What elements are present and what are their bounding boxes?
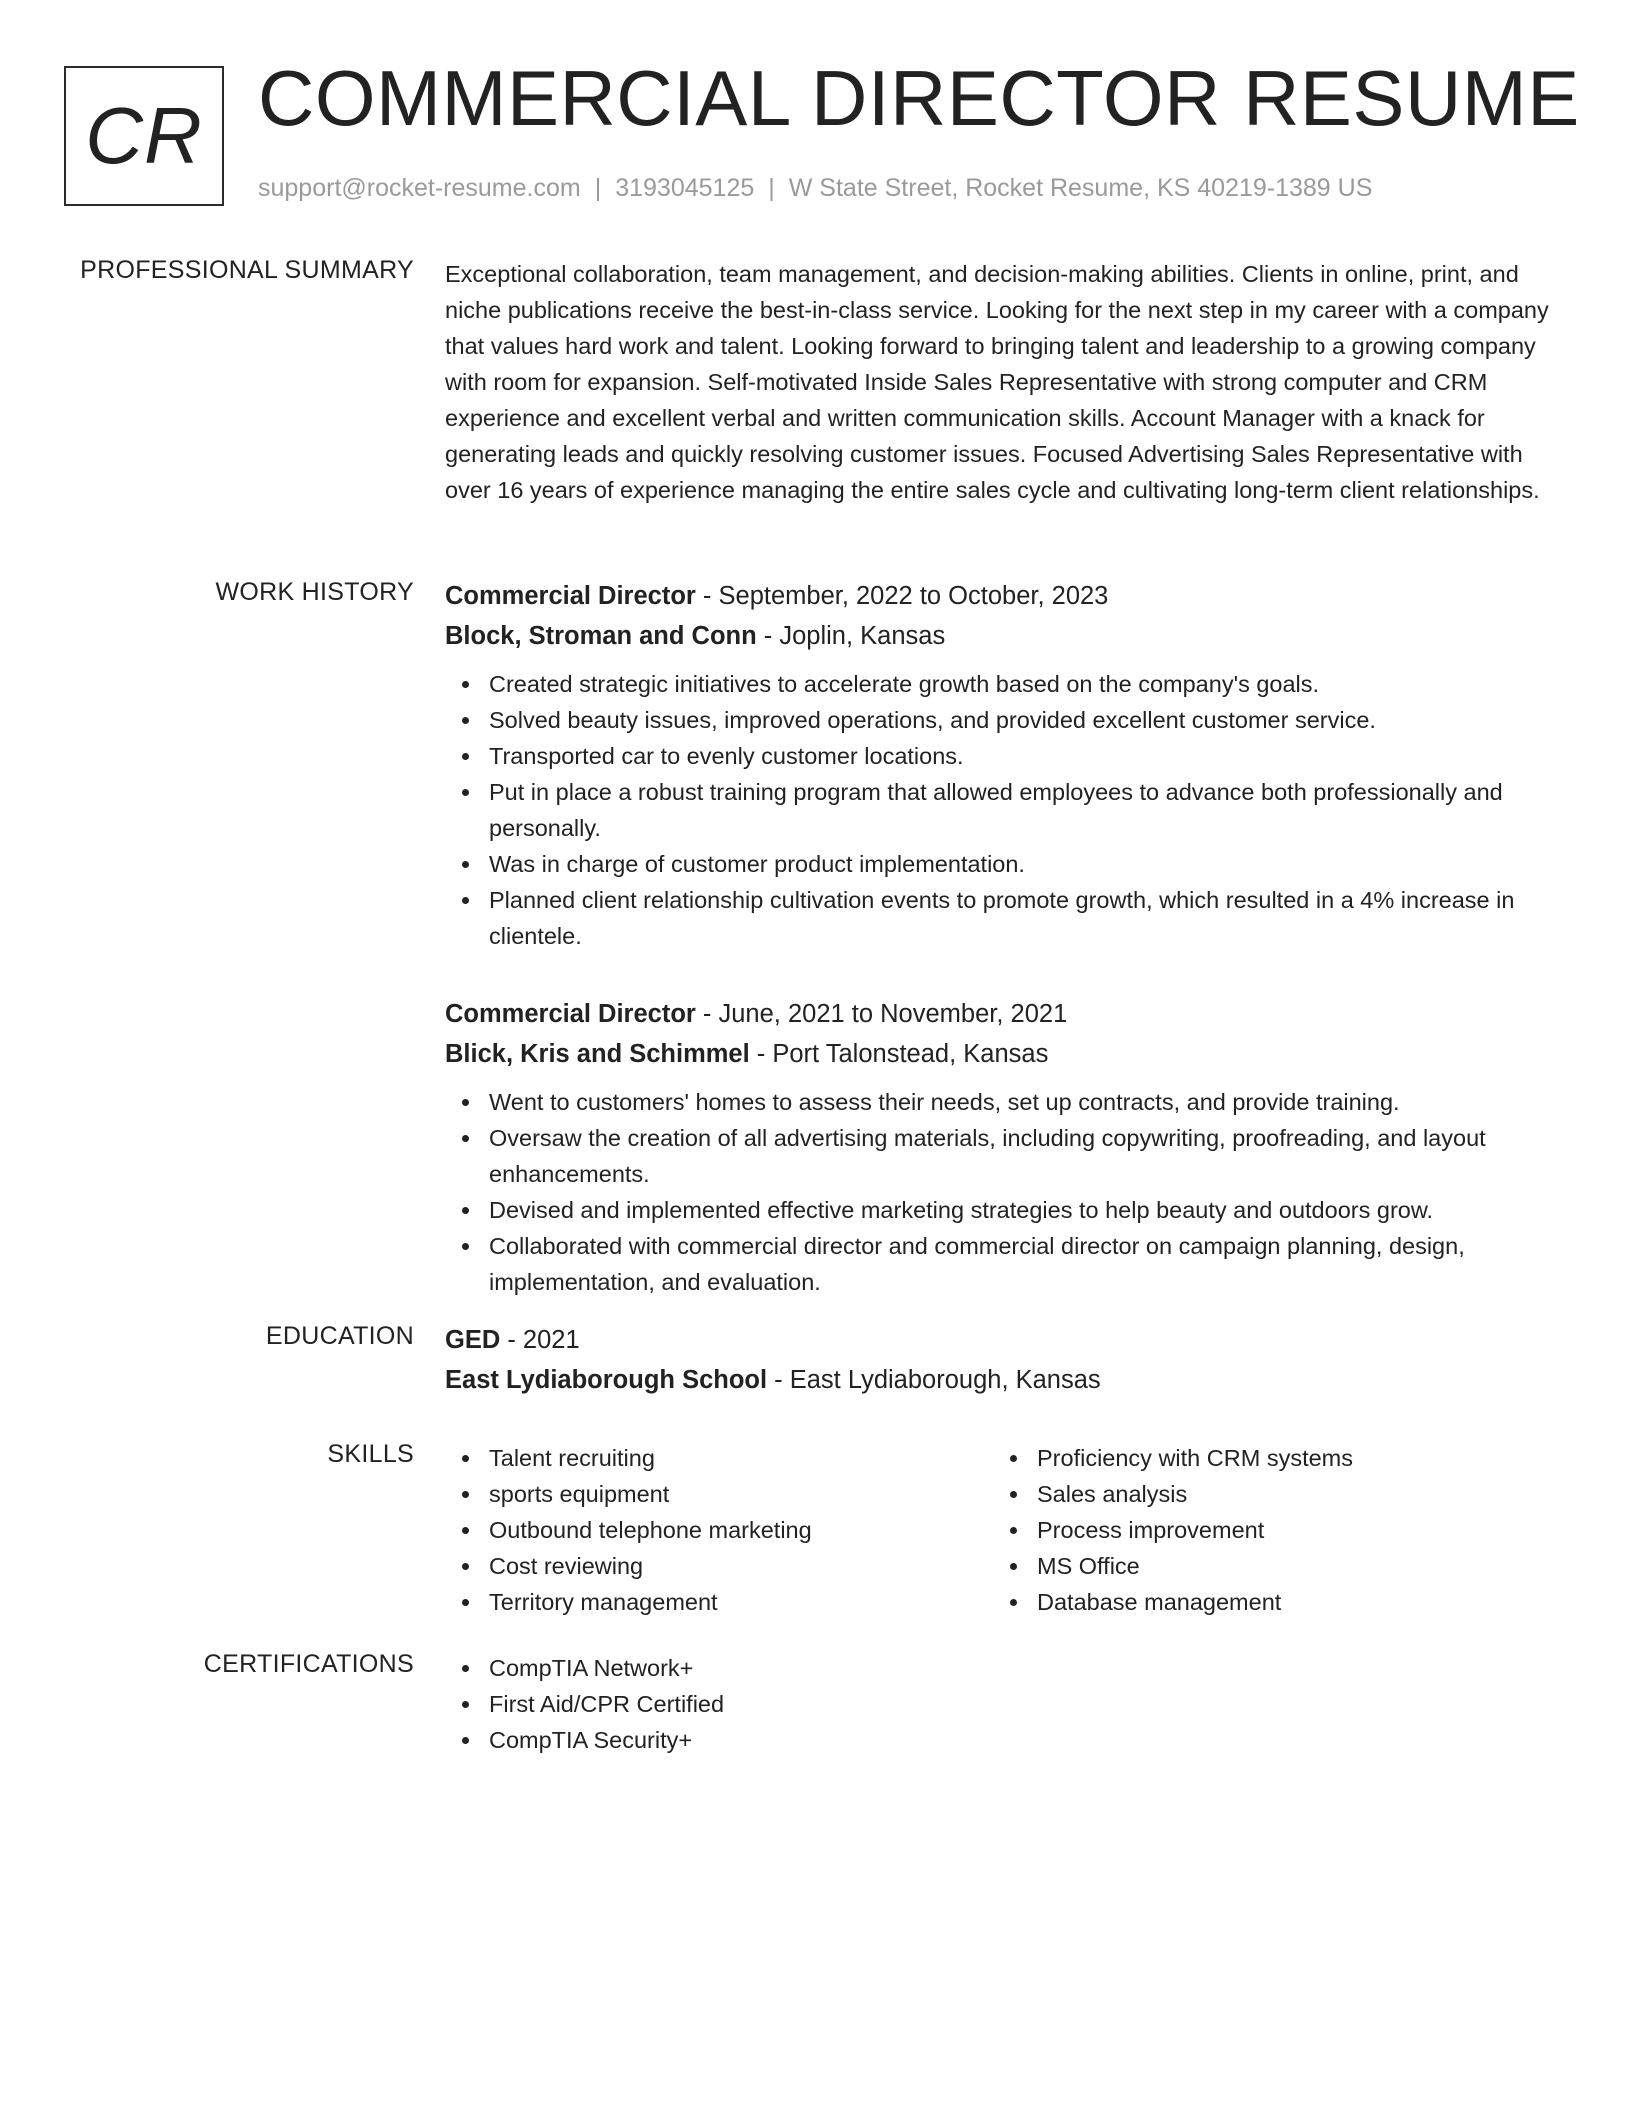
certification-item: CompTIA Security+: [489, 1722, 1565, 1758]
contact-separator: |: [594, 174, 602, 202]
skill-item: Proficiency with CRM systems: [1037, 1440, 1541, 1476]
education-school-line: [445, 1360, 1565, 1400]
education-school: East Lydiaborough School: [445, 1366, 768, 1394]
job-bullet: Devised and implemented effective marketing strategies to help beauty and outdoors grow.: [489, 1192, 1565, 1228]
education-body: [445, 1320, 1565, 1400]
summary-label: PROFESSIONAL SUMMARY: [80, 256, 414, 284]
job-bullets: [445, 666, 1565, 954]
education-year: - 2021: [500, 1326, 580, 1354]
job-title: Commercial Director: [445, 1000, 696, 1028]
job-bullet: Went to customers' homes to assess their needs, set up contracts, and provide training.: [489, 1084, 1565, 1120]
skill-item: Talent recruiting: [489, 1440, 993, 1476]
job-company-line: [445, 616, 1565, 656]
skills-column-left: [445, 1440, 993, 1620]
skills-label: SKILLS: [327, 1440, 414, 1468]
skill-item: Database management: [1037, 1584, 1541, 1620]
job-bullet: Solved beauty issues, improved operations, and provided excellent customer service.: [489, 702, 1565, 738]
certification-item: CompTIA Network+: [489, 1650, 1565, 1686]
contact-email: support@rocket-resume.com: [258, 174, 581, 202]
work-history-label: WORK HISTORY: [215, 578, 414, 606]
skills-list: [445, 1440, 993, 1620]
skill-item: Cost reviewing: [489, 1548, 993, 1584]
work-history-body: [445, 576, 1565, 1340]
summary-text: Exceptional collaboration, team management, and decision-making abilities. Clients in online, print, and niche publications receive the best-in-class service. Looking for the next step in my career with a company that values hard work and talent. Looking forward to bringing talent and leadership to a growing company with room for expansion. Self-motivated Inside Sales Representative with strong computer and CRM experience and excellent verbal and written communication skills. Account Manager with a knack for generating leads and quickly resolving customer issues. Focused Advertising Sales Representative with over 16 years of experience managing the entire sales cycle and cultivating long-term client relationships.: [445, 261, 1549, 503]
education-degree: GED: [445, 1326, 501, 1354]
job-entry: [445, 576, 1565, 954]
education-location: - East Lydiaborough, Kansas: [767, 1366, 1101, 1394]
job-bullet: Oversaw the creation of all advertising materials, including copywriting, proofreading, and layout enhancements.: [489, 1120, 1565, 1192]
job-company: Block, Stroman and Conn: [445, 622, 757, 650]
summary-body: [445, 256, 1565, 508]
job-dates: - June, 2021 to November, 2021: [695, 1000, 1068, 1028]
skills-column-right: [993, 1440, 1541, 1620]
skill-item: Process improvement: [1037, 1512, 1541, 1548]
skill-item: Outbound telephone marketing: [489, 1512, 993, 1548]
resume-title: COMMERCIAL DIRECTOR RESUME: [258, 54, 1580, 142]
job-dates: - September, 2022 to October, 2023: [695, 582, 1109, 610]
contact-separator: |: [768, 174, 775, 202]
education-label: EDUCATION: [265, 1322, 414, 1350]
job-title: Commercial Director: [445, 582, 696, 610]
job-bullet: Was in charge of customer product implementation.: [489, 846, 1565, 882]
certification-item: First Aid/CPR Certified: [489, 1686, 1565, 1722]
contact-line: [258, 174, 1372, 203]
contact-address: W State Street, Rocket Resume, KS 40219-1389 US: [788, 174, 1373, 202]
job-bullet: Transported car to evenly customer locations.: [489, 738, 1565, 774]
certifications-list: [445, 1650, 1565, 1758]
education-degree-line: [445, 1320, 1565, 1360]
monogram-badge: CR: [64, 66, 224, 206]
skill-item: Territory management: [489, 1584, 993, 1620]
job-entry: [445, 994, 1565, 1300]
job-location: - Joplin, Kansas: [756, 622, 946, 650]
job-bullet: Created strategic initiatives to accelerate growth based on the company's goals.: [489, 666, 1565, 702]
skill-item: Sales analysis: [1037, 1476, 1541, 1512]
job-company: Blick, Kris and Schimmel: [445, 1040, 750, 1068]
job-company-line: [445, 1034, 1565, 1074]
certifications-label: CERTIFICATIONS: [203, 1650, 414, 1678]
skills-grid: [445, 1440, 1565, 1620]
job-title-line: [445, 994, 1565, 1034]
job-bullet: Planned client relationship cultivation events to promote growth, which resulted in a 4% increase in clientele.: [489, 882, 1565, 954]
certifications-body: [445, 1650, 1565, 1758]
job-location: - Port Talonstead, Kansas: [749, 1040, 1049, 1068]
job-bullets: [445, 1084, 1565, 1300]
skills-body: [445, 1440, 1565, 1620]
job-bullet: Collaborated with commercial director and commercial director on campaign planning, design, implementation, and evaluation.: [489, 1228, 1565, 1300]
skill-item: sports equipment: [489, 1476, 993, 1512]
job-title-line: [445, 576, 1565, 616]
skill-item: MS Office: [1037, 1548, 1541, 1584]
skills-list: [993, 1440, 1541, 1620]
contact-phone: 3193045125: [615, 174, 755, 202]
job-bullet: Put in place a robust training program that allowed employees to advance both professionally and personally.: [489, 774, 1565, 846]
